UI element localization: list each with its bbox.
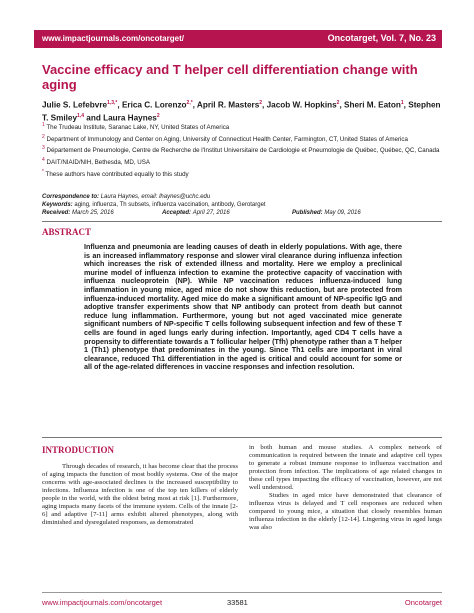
keywords-label: Keywords: [42, 202, 73, 209]
author-affiliation-marker: 1 [400, 100, 404, 106]
author-list: Julie S. Lefebvre$^{1,3,*}$, Erica C. Lorenzo$^{2,*}$, April R. Masters$^2$, Jacob W. Hopkins$^2$, Sheri M. Eaton$^1$, Stephen T. Smiley$^{1,4}$ and Laura Haynes$^2$ [42, 100, 441, 123]
affiliation-item: $^2$ Department of Immunology and Center on Aging, University of Connecticut Health Center, Farmington, CT, United States of America [42, 133, 408, 143]
page-footer [42, 598, 442, 607]
email-link[interactable]: lhaynes@uchc.edu [159, 194, 211, 200]
author-affiliation-marker: 1,3,* [107, 100, 118, 106]
divider [42, 221, 442, 222]
author-name: Laura Haynes [103, 113, 157, 123]
abstract-text: Influenza and pneumonia are leading causes of death in elderly populations. With age, there is an increased inflammatory response and slower viral clearance during influenza infection which increases the risk of extended illness and mortality. Here we employ a preclinical murine model of influenza infection to examine the protective capacity of vaccination with influenza nucleoprotein (NP). While NP vaccination reduces influenza-induced lung inflammation in young mice, aged mice do not show this reduction, but are protected from influenza-induced mortality. Aged mice do make a significant amount of NP-specific IgG and adoptive transfer experiments show that NP antibody can protect from death but cannot reduce lung inflammation. Furthermore, young but not aged vaccinated mice generate significant numbers of NP-specific T cells following subsequent infection and few of these T cells are found in aged lungs early during infection. Importantly, aged CD4 T cells have a propensity to differentiate towards a T follicular helper (Tfh) phenotype rather than a T helper 1 (Th1) phenotype that predominates in the young. Since Th1 cells are important in viral clearance, reduced Th1 differentiation in the aged is critical and could account for some or all of the age-related differences in vaccine responses and infection resolution. [84, 242, 402, 372]
intro-paragraph: in both human and mouse studies. A complex network of communication is required between the innate and adaptive cell types to generate a robust immune response to influenza vaccination and protection from infection. The implications of age related changes in these cell types impacting the efficacy of vaccination, however, are not well understood. [249, 444, 442, 492]
author-name: Jacob W. Hopkins [266, 100, 337, 110]
affiliation-item: $^4$ DAIT/NIAID/NIH, Bethesda, MD, USA [42, 156, 150, 167]
affiliation-item: * These authors have contributed equally to this study [42, 168, 189, 178]
affiliation-number: 2 [42, 133, 45, 140]
footer-url[interactable]: www.impactjournals.com/oncotarget [42, 598, 163, 607]
affiliations [42, 121, 442, 179]
author-name: Stephen T. Smiley [42, 100, 441, 123]
published-date: Published: May 09, 2016 [292, 210, 361, 217]
journal-header-bar [34, 30, 442, 48]
correspondence-name: Laura Haynes, [100, 194, 140, 200]
author-affiliation-marker: 2 [259, 100, 263, 106]
affiliation-number: * [42, 168, 44, 175]
author-name: Julie S. Lefebvre [42, 100, 108, 110]
accepted-date: Accepted: April 27, 2016 [162, 210, 230, 217]
journal-url[interactable]: www.impactjournals.com/oncotarget/ [42, 34, 184, 43]
correspondence-label: Correspondence to: [42, 194, 100, 200]
abstract-heading: ABSTRACT [42, 227, 92, 237]
footer-divider [42, 592, 442, 593]
footer-journal: Oncotarget [404, 598, 442, 607]
author-affiliation-marker: 1,4 [77, 112, 84, 119]
dates-line [42, 209, 442, 217]
article-meta [42, 193, 442, 218]
article-title: Vaccine efficacy and T helper cell differentiation change with aging [42, 62, 418, 92]
author-name: April R. Masters [196, 100, 260, 110]
author-affiliation-marker: 2 [156, 112, 160, 119]
author-name: Erica C. Lorenzo [121, 100, 187, 110]
intro-paragraph: Through decades of research, it has become clear that the process of aging impacts the function of most bodily systems. One of the major concerns with age-associated declines is the increased susceptibility to infections. Influenza infection is one of the top ten killers of elderly people in the world, with the oldest being most at risk [1]. Furthermore, aging impacts many facets of the immune system. Cells of the innate [2-6] and adaptive [7-11] arms exhibit altered phenotypes, along with diminished and dysregulated responses, as demonstrated [42, 463, 238, 527]
email-label: email: [141, 194, 158, 200]
affiliation-item: $^1$ The Trudeau Institute, Saranac Lake, NY, United States of America [42, 122, 230, 132]
keywords-text: aging, influenza, Th subsets, influenza vaccination, antibody, Gerotarget [74, 202, 266, 209]
correspondence-line [42, 193, 442, 201]
divider [42, 437, 442, 438]
intro-right-column [249, 444, 442, 533]
author-affiliation-marker: 2 [336, 100, 340, 106]
affiliation-number: 3 [42, 145, 45, 152]
intro-left-column [42, 463, 238, 527]
author-name: Sheri M. Eaton [344, 100, 401, 110]
introduction-heading: INTRODUCTION [42, 445, 115, 455]
intro-paragraph: Studies in aged mice have demonstrated that clearance of influenza virus is delayed and T cell responses are reduced when compared to young mice, a situation that closely resembles human influenza infection in the elderly [12-14]. Lingering virus in aged lungs was also [249, 492, 442, 532]
page-number: 33581 [227, 598, 248, 607]
journal-volume: Oncotarget, Vol. 7, No. 23 [327, 33, 436, 43]
author-affiliation-marker: 2,* [186, 100, 193, 106]
affiliation-item: $^3$ Département de Pneumologie, Centre de Recherche de l'Institut Universitaire de Cardiologie et Pneumologie de Québec, Québec, QC, Canada [42, 145, 440, 155]
affiliation-number: 1 [42, 122, 45, 128]
affiliation-number: 4 [42, 156, 45, 163]
received-date: Received: March 25, 2016 [42, 210, 114, 217]
keywords-line [42, 201, 442, 209]
